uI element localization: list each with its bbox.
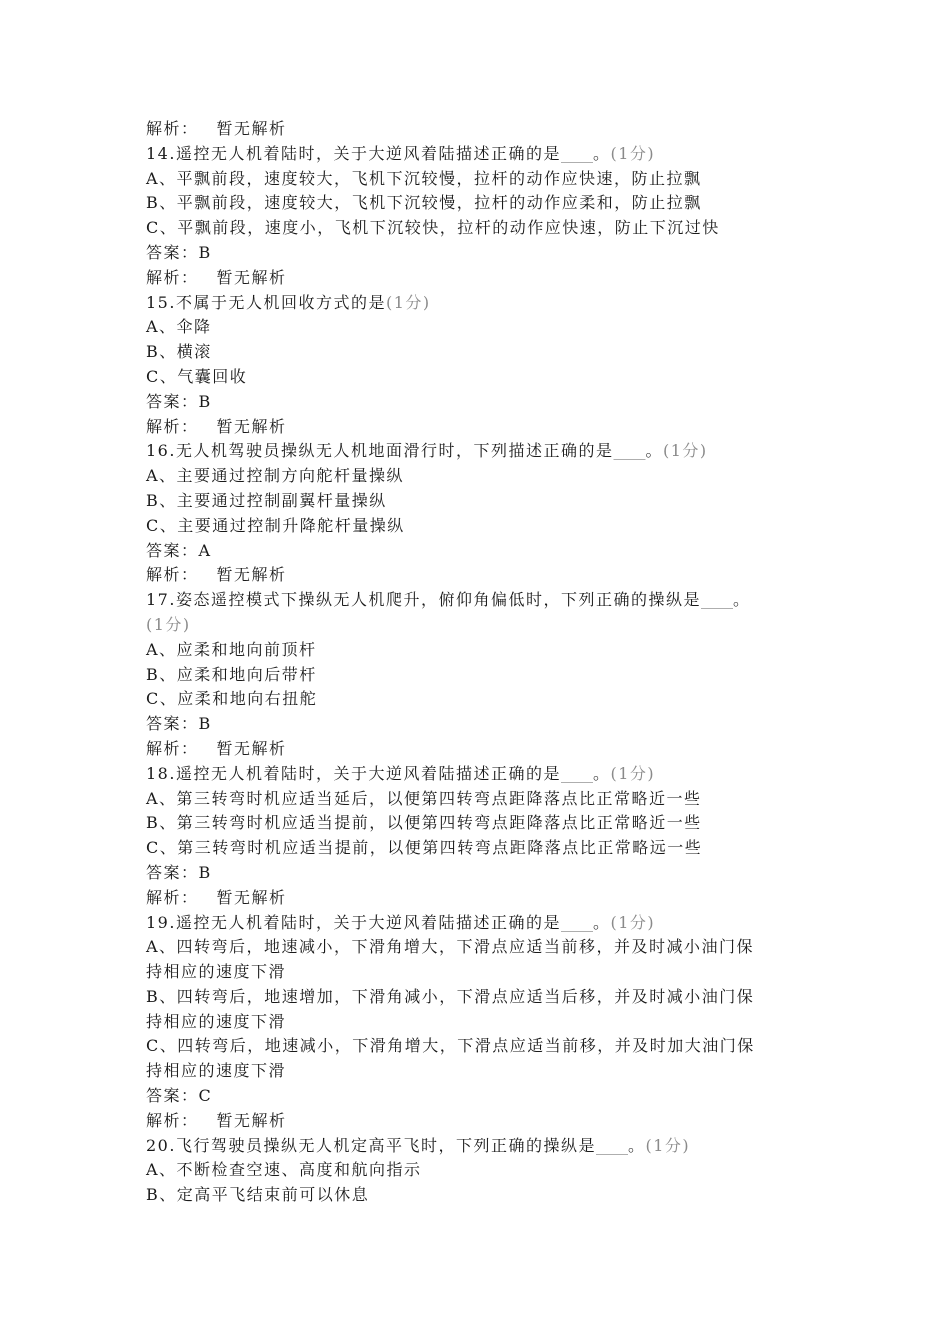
answer-label: 答案： <box>146 714 199 734</box>
analysis-text: 暂无解析 <box>216 416 287 436</box>
option-text: C、应柔和地向右扭舵 <box>146 689 318 709</box>
answer-label: 答案： <box>146 862 199 882</box>
analysis-line <box>146 886 826 911</box>
answer-blank: ____ <box>595 1135 628 1155</box>
analysis-line <box>146 266 826 291</box>
option-text: B、定高平飞结束前可以休息 <box>146 1185 370 1205</box>
analysis-label: 解析： <box>146 1110 199 1130</box>
analysis-text: 暂无解析 <box>216 267 287 287</box>
question-text: 无人机驾驶员操纵无人机地面滑行时，下列描述正确的是 <box>175 441 614 461</box>
option-line <box>146 960 826 985</box>
option-text: A、平飘前段，速度较大，飞机下沉较慢，拉杆的动作应快速，防止拉飘 <box>146 168 702 188</box>
answer-blank: ____ <box>613 441 646 461</box>
option-text: B、横滚 <box>146 342 212 362</box>
analysis-text: 暂无解析 <box>216 738 287 758</box>
analysis-text: 暂无解析 <box>216 119 287 138</box>
analysis-line <box>146 415 826 440</box>
question-end: 。 <box>592 143 611 163</box>
answer-text: B <box>198 391 212 411</box>
option-line <box>146 687 826 712</box>
answer-line <box>146 390 826 415</box>
question-score: (1分) <box>610 763 656 783</box>
question-score: (1分) <box>146 614 191 634</box>
answer-label: 答案： <box>146 242 199 262</box>
answer-line <box>146 539 826 564</box>
answer-text: B <box>198 862 212 882</box>
option-line <box>146 1183 826 1208</box>
option-text: C、第三转弯时机应适当提前，以便第四转弯点距降落点比正常略远一些 <box>146 838 703 858</box>
option-text: A、伞降 <box>146 317 212 337</box>
question-line <box>146 588 826 613</box>
answer-text: B <box>198 714 212 734</box>
answer-blank: ____ <box>700 590 733 610</box>
analysis-line <box>146 737 826 762</box>
question-line <box>146 291 826 316</box>
option-line <box>146 836 826 861</box>
option-text: 持相应的速度下滑 <box>146 1061 287 1081</box>
question-end: 。 <box>732 590 751 610</box>
question-list <box>146 117 826 1208</box>
option-text: 持相应的速度下滑 <box>146 1011 287 1031</box>
option-line <box>146 167 826 192</box>
option-line <box>146 191 826 216</box>
answer-line <box>146 861 826 886</box>
question-number: 15. <box>146 292 176 312</box>
option-text: A、应柔和地向前顶杆 <box>146 639 317 659</box>
option-line <box>146 1059 826 1084</box>
question-number: 20. <box>146 1135 176 1155</box>
question-line <box>146 142 826 167</box>
question-number: 16. <box>146 441 176 461</box>
answer-blank: ____ <box>560 912 593 932</box>
option-text: B、平飘前段，速度较大，飞机下沉较慢，拉杆的动作应柔和，防止拉飘 <box>146 193 702 213</box>
option-text: B、第三转弯时机应适当提前，以便第四转弯点距降落点比正常略近一些 <box>146 813 702 833</box>
answer-line <box>146 1084 826 1109</box>
analysis-label: 解析： <box>146 119 199 138</box>
answer-text: C <box>198 1086 213 1106</box>
option-text: 持相应的速度下滑 <box>146 962 287 982</box>
option-line <box>146 663 826 688</box>
option-text: C、四转弯后，地速减小，下滑角增大，下滑点应适当前移，并及时加大油门保 <box>146 1036 755 1056</box>
question-line <box>146 439 826 464</box>
analysis-label: 解析： <box>146 267 199 287</box>
question-end: 。 <box>592 912 611 932</box>
question-end: 。 <box>645 441 663 461</box>
analysis-text: 暂无解析 <box>216 1110 287 1130</box>
question-text: 姿态遥控模式下操纵无人机爬升，俯仰角偏低时，下列正确的操纵是 <box>175 590 701 610</box>
question-score: (1分) <box>645 1135 691 1155</box>
option-line <box>146 365 826 390</box>
analysis-label: 解析： <box>146 887 199 907</box>
option-line <box>146 787 826 812</box>
analysis-label: 解析： <box>146 565 199 585</box>
question-number: 18. <box>146 763 176 783</box>
option-text: B、四转弯后，地速增加，下滑角减小，下滑点应适当后移，并及时减小油门保 <box>146 986 755 1006</box>
analysis-text: 暂无解析 <box>216 887 287 907</box>
answer-text: A <box>198 540 212 560</box>
analysis-label: 解析： <box>146 416 199 436</box>
question-score: (1分) <box>662 441 708 461</box>
option-line <box>146 935 826 960</box>
analysis-line <box>146 563 826 588</box>
answer-blank: ____ <box>560 763 593 783</box>
question-line <box>146 1134 826 1159</box>
option-line <box>146 985 826 1010</box>
analysis-line <box>146 117 826 142</box>
option-line <box>146 216 826 241</box>
question-text: 不属于无人机回收方式的是 <box>175 292 386 312</box>
option-text: B、主要通过控制副翼杆量操纵 <box>146 490 387 510</box>
question-score: (1分) <box>610 143 656 163</box>
question-line <box>146 762 826 787</box>
analysis-line <box>146 1109 826 1134</box>
answer-line <box>146 241 826 266</box>
question-text: 飞行驾驶员操纵无人机定高平飞时，下列正确的操纵是 <box>175 1135 596 1155</box>
question-line <box>146 911 826 936</box>
question-end: 。 <box>592 763 611 783</box>
answer-label: 答案： <box>146 540 199 560</box>
option-text: A、不断检查空速、高度和航向指示 <box>146 1160 422 1180</box>
analysis-text: 暂无解析 <box>216 565 287 585</box>
option-text: A、四转弯后，地速减小，下滑角增大，下滑点应适当前移，并及时减小油门保 <box>146 937 755 957</box>
option-line <box>146 1158 826 1183</box>
question-score-line <box>146 613 826 638</box>
option-text: A、主要通过控制方向舵杆量操纵 <box>146 466 405 486</box>
analysis-label: 解析： <box>146 738 199 758</box>
question-score: (1分) <box>610 912 656 932</box>
option-line <box>146 1034 826 1059</box>
option-line <box>146 464 826 489</box>
answer-blank: ____ <box>560 143 593 163</box>
answer-label: 答案： <box>146 391 199 411</box>
question-text: 遥控无人机着陆时，关于大逆风着陆描述正确的是 <box>175 763 561 783</box>
option-line <box>146 315 826 340</box>
question-score: (1分) <box>385 292 431 312</box>
answer-label: 答案： <box>146 1086 199 1106</box>
option-text: C、平飘前段，速度小，飞机下沉较快，拉杆的动作应快速，防止下沉过快 <box>146 218 720 238</box>
option-line <box>146 1010 826 1035</box>
answer-text: B <box>198 242 212 262</box>
question-number: 14. <box>146 143 176 163</box>
answer-line <box>146 712 826 737</box>
option-line <box>146 514 826 539</box>
option-line <box>146 489 826 514</box>
option-text: B、应柔和地向后带杆 <box>146 664 317 684</box>
option-text: C、主要通过控制升降舵杆量操纵 <box>146 515 405 535</box>
option-line <box>146 638 826 663</box>
question-end: 。 <box>627 1135 646 1155</box>
question-number: 17. <box>146 590 176 610</box>
option-text: C、气囊回收 <box>146 366 248 386</box>
question-text: 遥控无人机着陆时，关于大逆风着陆描述正确的是 <box>175 143 561 163</box>
option-text: A、第三转弯时机应适当延后，以便第四转弯点距降落点比正常略近一些 <box>146 788 702 808</box>
option-line <box>146 811 826 836</box>
question-number: 19. <box>146 912 176 932</box>
question-text: 遥控无人机着陆时，关于大逆风着陆描述正确的是 <box>175 912 561 932</box>
option-line <box>146 340 826 365</box>
